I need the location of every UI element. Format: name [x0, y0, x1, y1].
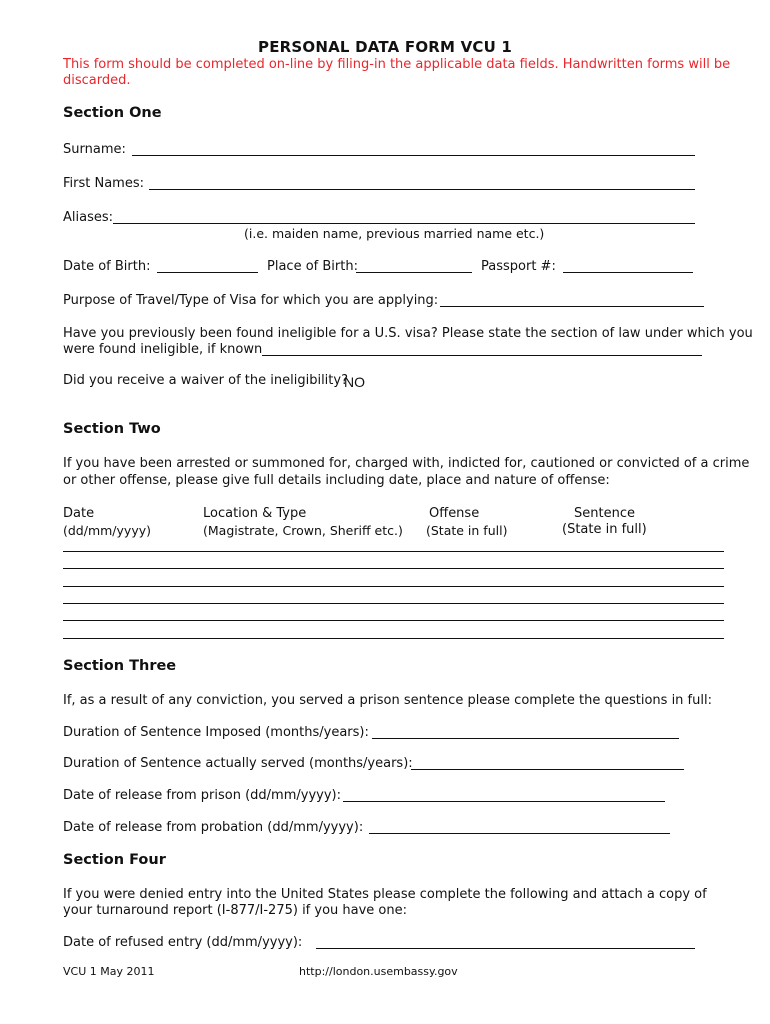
waiver-label: Did you receive a waiver of the ineligibility? [63, 373, 348, 388]
sentence-imposed-label: Duration of Sentence Imposed (months/years): [63, 725, 369, 740]
footer-url: http://london.usembassy.gov [299, 965, 458, 978]
surname-label: Surname: [63, 142, 126, 157]
sentence-served-field[interactable] [411, 769, 684, 770]
place-of-birth-field[interactable] [356, 272, 472, 273]
release-prison-field[interactable] [343, 801, 665, 802]
column-header-offense: Offense [429, 506, 480, 521]
column-sub-offense: (State in full) [426, 523, 508, 538]
release-prison-label: Date of release from prison (dd/mm/yyyy): [63, 788, 341, 803]
form-title: PERSONAL DATA FORM VCU 1 [258, 38, 513, 56]
footer-version: VCU 1 May 2011 [63, 965, 155, 978]
place-of-birth-label: Place of Birth: [267, 259, 358, 274]
section-three-heading: Section Three [63, 658, 177, 674]
column-header-sentence: Sentence [574, 506, 635, 521]
aliases-hint: (i.e. maiden name, previous married name etc.) [244, 226, 545, 241]
date-of-birth-field[interactable] [157, 272, 258, 273]
offense-row-line[interactable] [63, 638, 724, 639]
column-sub-location: (Magistrate, Crown, Sheriff etc.) [203, 523, 403, 538]
aliases-field[interactable] [113, 223, 695, 224]
ineligible-question-line1: Have you previously been found ineligible for a U.S. visa? Please state the section of law under which you [63, 326, 753, 341]
date-of-birth-label: Date of Birth: [63, 259, 151, 274]
online-completion-notice: This form should be completed on-line by filing-in the applicable data fields. Handwritten forms will be discarded. [63, 57, 731, 88]
offense-row-line[interactable] [63, 551, 724, 552]
waiver-answer[interactable]: NO [344, 374, 365, 390]
surname-field[interactable] [132, 155, 695, 156]
first-names-field[interactable] [149, 189, 695, 190]
column-header-location: Location & Type [203, 506, 307, 521]
passport-field[interactable] [563, 272, 693, 273]
offense-row-line[interactable] [63, 620, 724, 621]
release-probation-label: Date of release from probation (dd/mm/yyyy): [63, 820, 364, 835]
section-two-intro-line2: or other offense, please give full details including date, place and nature of offense: [63, 473, 610, 488]
offense-row-line[interactable] [63, 568, 724, 569]
release-probation-field[interactable] [369, 833, 670, 834]
ineligible-law-field[interactable] [262, 355, 702, 356]
purpose-of-travel-label: Purpose of Travel/Type of Visa for which you are applying: [63, 293, 439, 308]
section-three-intro: If, as a result of any conviction, you served a prison sentence please complete the questions in full: [63, 693, 712, 708]
refused-entry-field[interactable] [316, 948, 695, 949]
section-two-intro-line1: If you have been arrested or summoned for, charged with, indicted for, cautioned or convicted of a crime [63, 456, 750, 471]
section-four-intro-line2: your turnaround report (I-877/I-275) if you have one: [63, 903, 408, 918]
sentence-served-label: Duration of Sentence actually served (months/years): [63, 756, 413, 771]
column-header-date: Date [63, 506, 95, 521]
section-four-heading: Section Four [63, 852, 166, 868]
section-four-intro-line1: If you were denied entry into the United States please complete the following and attach a copy of [63, 887, 707, 902]
sentence-imposed-field[interactable] [372, 738, 679, 739]
first-names-label: First Names: [63, 176, 144, 191]
section-one-heading: Section One [63, 105, 162, 121]
purpose-of-travel-field[interactable] [440, 306, 704, 307]
offense-row-line[interactable] [63, 586, 724, 587]
aliases-label: Aliases: [63, 210, 114, 225]
ineligible-question-line2: were found ineligible, if known [63, 342, 263, 357]
offense-row-line[interactable] [63, 603, 724, 604]
column-sub-sentence: (State in full) [562, 522, 647, 537]
refused-entry-label: Date of refused entry (dd/mm/yyyy): [63, 935, 303, 950]
passport-label: Passport #: [481, 259, 556, 274]
column-sub-date: (dd/mm/yyyy) [63, 523, 151, 538]
section-two-heading: Section Two [63, 421, 161, 437]
